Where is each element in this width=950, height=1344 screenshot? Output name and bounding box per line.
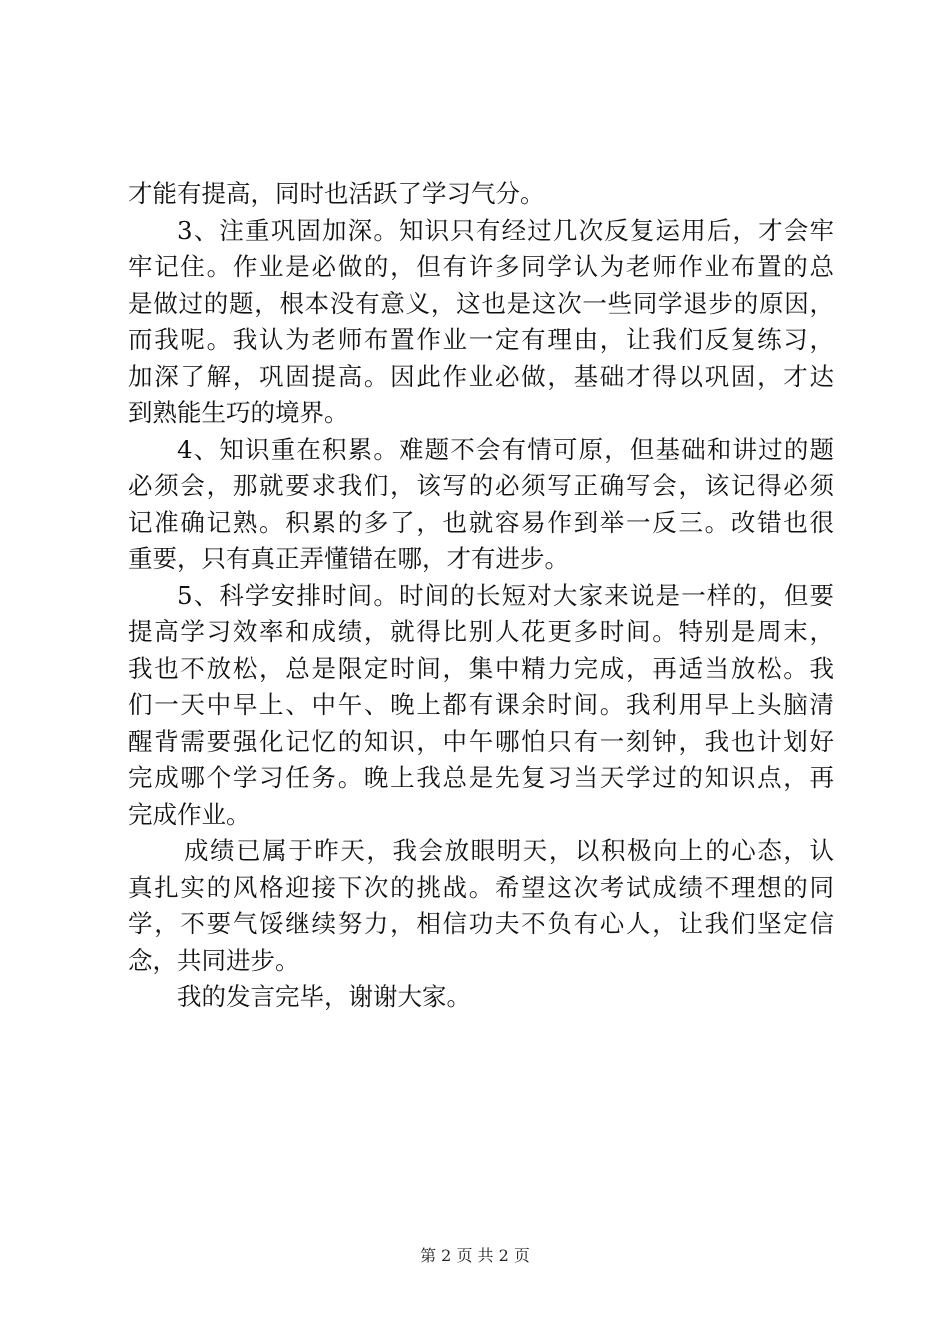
text-line: 学，不要气馁继续努力，相信功夫不负有心人，让我们坚定信 <box>128 909 834 938</box>
text-line: 完成哪个学习任务。晚上我总是先复习当天学过的知识点，再 <box>128 763 834 792</box>
text-line: 加深了解，巩固提高。因此作业必做，基础才得以巩固，才达 <box>128 361 834 391</box>
text-line: 记准确记熟。积累的多了，也就容易作到举一反三。改错也很 <box>128 507 834 537</box>
text-line: 我的发言完毕，谢谢大家。 <box>177 982 471 1011</box>
page-number-footer: 第 2 页 共 2 页 <box>420 1246 530 1265</box>
text-line: 真扎实的风格迎接下次的挑战。希望这次考试成绩不理想的同 <box>128 872 834 902</box>
text-line: 们一天中早上、中午、晚上都有课余时间。我利用早上头脑清 <box>128 690 834 719</box>
text-line: 念，共同进步。 <box>128 945 300 975</box>
text-line: 必须会，那就要求我们，该写的必须写正确写会，该记得必须 <box>128 471 834 500</box>
text-line: 完成作业。 <box>128 799 251 829</box>
text-line: 醒背需要强化记忆的知识，中午哪怕只有一刻钟，我也计划好 <box>128 726 834 756</box>
text-line: 才能有提高，同时也活跃了学习气分。 <box>128 179 545 208</box>
text-line: 重要，只有真正弄懂错在哪，才有进步。 <box>128 544 569 573</box>
text-line: 是做过的题，根本没有意义，这也是这次一些同学退步的原因， <box>128 288 834 318</box>
text-line: 我也不放松，总是限定时间，集中精力完成，再适当放松。我 <box>128 653 834 683</box>
text-line: 到熟能生巧的境界。 <box>128 398 349 427</box>
text-line: 而我呢。我认为老师布置作业一定有理由，让我们反复练习， <box>128 325 834 354</box>
text-line: 5、科学安排时间。时间的长短对大家来说是一样的，但要 <box>177 580 834 610</box>
text-line: 成绩已属于昨天，我会放眼明天，以积极向上的心态，认 <box>184 836 834 865</box>
text-line: 牢记住。作业是必做的，但有许多同学认为老师作业布置的总 <box>128 252 834 281</box>
text-line: 提高学习效率和成绩，就得比别人花更多时间。特别是周末， <box>128 617 834 646</box>
text-line: 4、知识重在积累。难题不会有情可原，但基础和讲过的题 <box>177 434 834 464</box>
text-line: 3、注重巩固加深。知识只有经过几次反复运用后，才会牢 <box>177 215 834 245</box>
speech-body <box>128 176 834 1016</box>
